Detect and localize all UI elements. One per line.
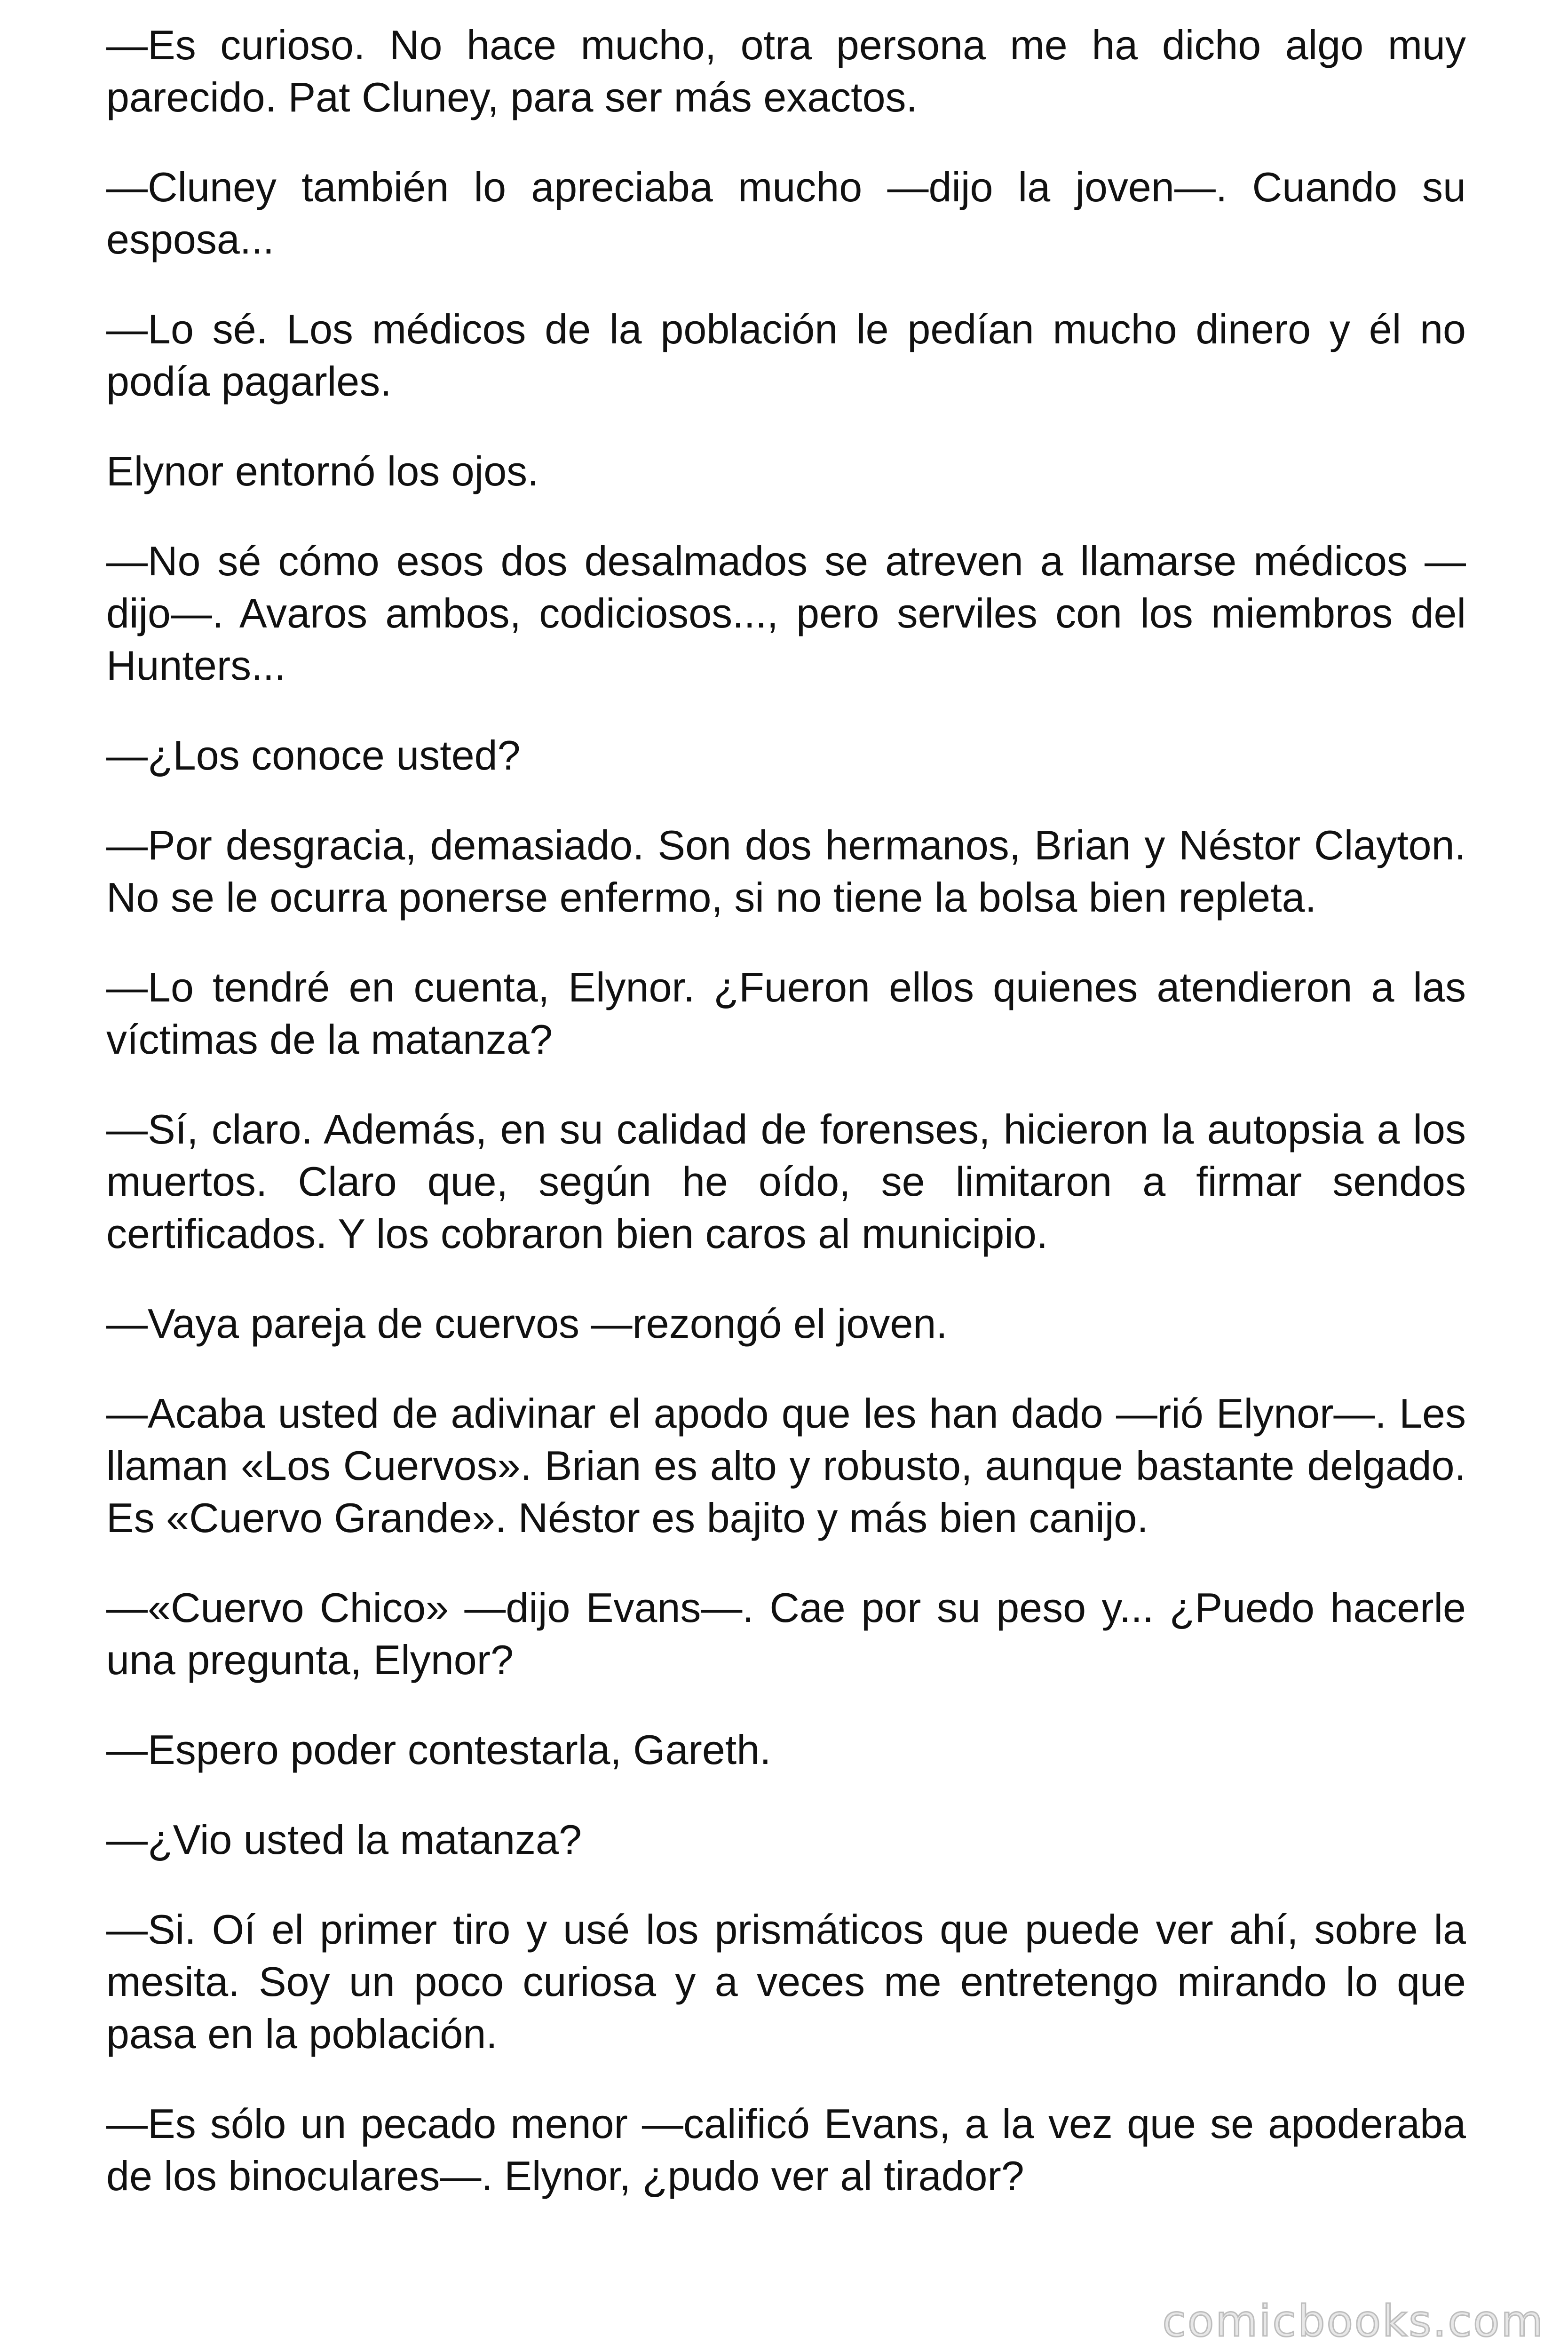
paragraph: —Espero poder contestarla, Gareth. [106,1726,771,1773]
paragraph: —Si. Oí el primer tiro y usé los prismáticos que puede ver ahí, sobre la mesita. Soy un poco curiosa y a veces me entretengo mirando lo que pasa en la población. [106,1906,1466,2057]
paragraph: —Cluney también lo apreciaba mucho —dijo la joven—. Cuando su esposa... [106,164,1466,262]
paragraph: —Vaya pareja de cuervos —rezongó el joven. [106,1300,948,1347]
paragraph: Elynor entornó los ojos. [106,448,539,494]
paragraph: —Es sólo un pecado menor —calificó Evans, a la vez que se apoderaba de los binoculares—. Elynor, ¿pudo ver al tirador? [106,2100,1466,2199]
paragraph: —¿Los conoce usted? [106,732,521,779]
paragraph: —Es curioso. No hace mucho, otra persona me ha dicho algo muy parecido. Pat Cluney, para ser más exactos. [106,22,1466,120]
paragraph: —Sí, claro. Además, en su calidad de forenses, hicieron la autopsia a los muertos. Claro que, según he oído, se limitaron a firmar sendos certificados. Y los cobraron bien caros al municipio. [106,1106,1466,1257]
paragraph: —Lo tendré en cuenta, Elynor. ¿Fueron ellos quienes atendieron a las víctimas de la matanza? [106,964,1466,1063]
paragraph: —Por desgracia, demasiado. Son dos hermanos, Brian y Néstor Clayton. No se le ocurra ponerse enfermo, si no tiene la bolsa bien repleta. [106,822,1466,921]
paragraph: —«Cuervo Chico» —dijo Evans—. Cae por su peso y... ¿Puedo hacerle una pregunta, Elynor? [106,1584,1466,1683]
watermark: comicbooks.com [1162,2296,1544,2346]
book-page [106,19,1466,2240]
paragraph: —¿Vio usted la matanza? [106,1816,582,1863]
paragraph: —Acaba usted de adivinar el apodo que les han dado —rió Elynor—. Les llaman «Los Cuervos». Brian es alto y robusto, aunque bastante delgado. Es «Cuervo Grande». Néstor es bajito y más bien canijo. [106,1390,1466,1541]
paragraph: —Lo sé. Los médicos de la población le pedían mucho dinero y él no podía pagarles. [106,306,1466,405]
paragraph: —No sé cómo esos dos desalmados se atreven a llamarse médicos —dijo—. Avaros ambos, codiciosos..., pero serviles con los miembros del Hunters... [106,538,1466,689]
